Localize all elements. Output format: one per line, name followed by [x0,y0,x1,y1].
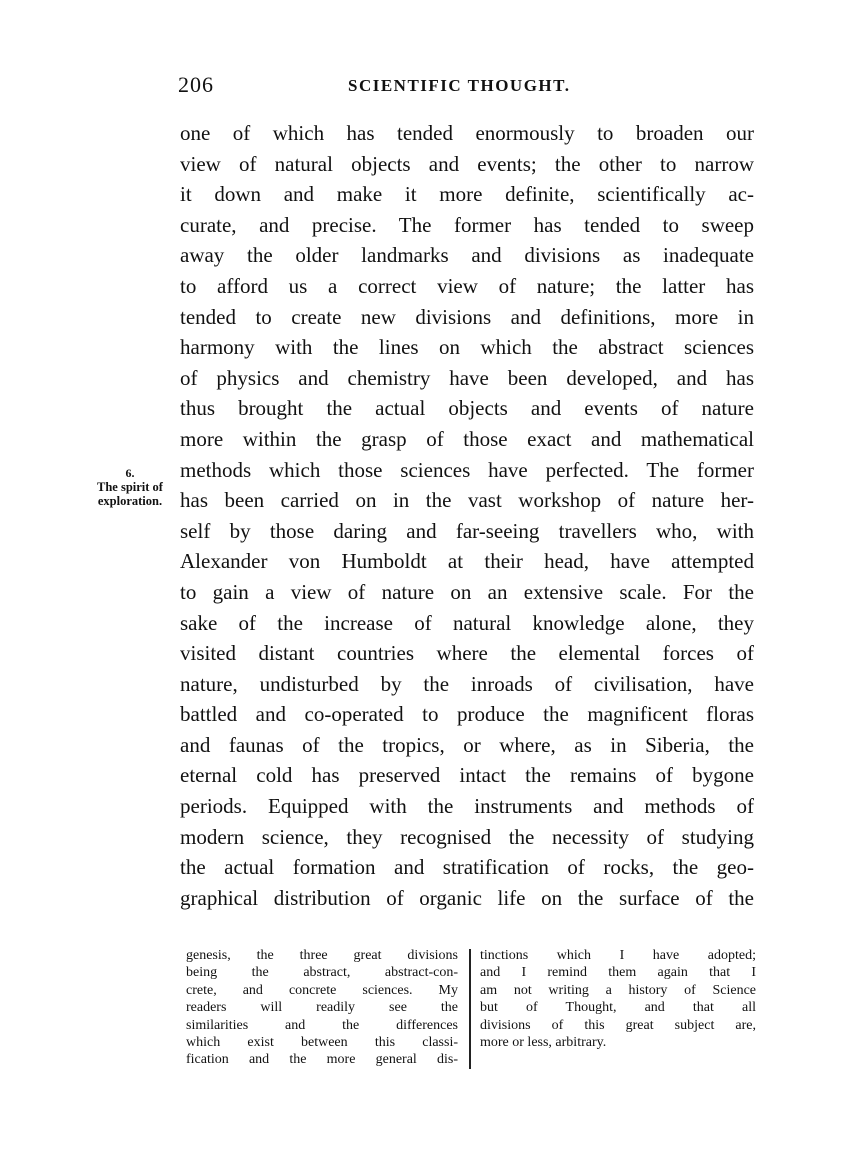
body-line: nature, undisturbed by the inroads of civilisation, have [180,671,754,696]
footnote-line: and I remind them again that I [480,965,756,981]
body-line: one of which has tended enormously to broaden our [180,121,754,145]
body-line: modern science, they recognised the necessity of studying [180,824,754,849]
body-line: tended to create new divisions and definitions, more in [180,304,754,329]
body-line: thus brought the actual objects and events of nature [180,396,754,421]
footnote-line: crete, and concrete sciences. My [186,982,458,998]
body-line: it down and make it more definite, scientifically ac- [180,182,754,207]
page-number: 206 [178,72,214,97]
footnote-line: but of Thought, and that all [480,1000,756,1016]
body-line: harmony with the lines on which the abstract sciences [180,335,754,360]
body-text [180,118,754,913]
body-line: to gain a view of nature on an extensive scale. For the [180,579,754,604]
body-line: periods. Equipped with the instruments and methods of [180,794,754,819]
body-line: away the older landmarks and divisions as inadequate [180,243,754,268]
footnote-line: am not writing a history of Science [480,982,756,998]
body-line: more within the grasp of those exact and mathematical [180,426,754,451]
footnote-column-left [186,947,458,1069]
footnotes [186,947,756,1072]
margin-note-number: 6. [125,466,135,480]
footnote-line: fication and the more general dis- [186,1052,458,1068]
body-line: curate, and precise. The former has tended to sweep [180,212,754,237]
footnote-line: similarities and the differences [186,1017,458,1033]
body-line: sake of the increase of natural knowledge alone, they [180,610,754,635]
body-line: has been carried on in the vast workshop of nature her- [180,488,754,513]
page-header [178,72,758,102]
footnote-line: readers will readily see the [186,1000,458,1016]
body-line: and faunas of the tropics, or where, as in Siberia, the [180,732,754,757]
footnote-line: tinctions which I have adopted; [480,948,756,963]
body-line: self by those daring and far-seeing travellers who, with [180,518,754,543]
footnote-line: more or less, arbitrary. [480,1034,607,1050]
margin-note [84,466,176,508]
body-line: Alexander von Humboldt at their head, have attempted [180,549,754,574]
footnote-line: which exist between this classi- [186,1034,458,1050]
body-line: the actual formation and stratification of rocks, the geo- [180,855,754,880]
body-line: battled and co-operated to produce the magnificent floras [180,702,754,727]
margin-note-line: exploration. [97,494,163,508]
footnote-column-right [480,947,756,1051]
body-line: visited distant countries where the elemental forces of [180,641,754,666]
body-line: view of natural objects and events; the other to narrow [180,151,754,176]
margin-note-line: The spirit of [97,480,163,494]
body-line: graphical distribution of organic life on the surface of the [180,885,754,910]
footnote-column-divider [469,949,471,1069]
body-line: of physics and chemistry have been developed, and has [180,365,754,390]
body-line: to afford us a correct view of nature; the latter has [180,273,754,298]
footnote-line: divisions of this great subject are, [480,1017,756,1033]
body-line: methods which those sciences have perfected. The former [180,457,754,482]
running-title: SCIENTIFIC THOUGHT. [348,76,571,95]
body-line: eternal cold has preserved intact the remains of bygone [180,763,754,788]
footnote-line: genesis, the three great divisions [186,948,458,963]
footnote-line: being the abstract, abstract-con- [186,965,458,981]
